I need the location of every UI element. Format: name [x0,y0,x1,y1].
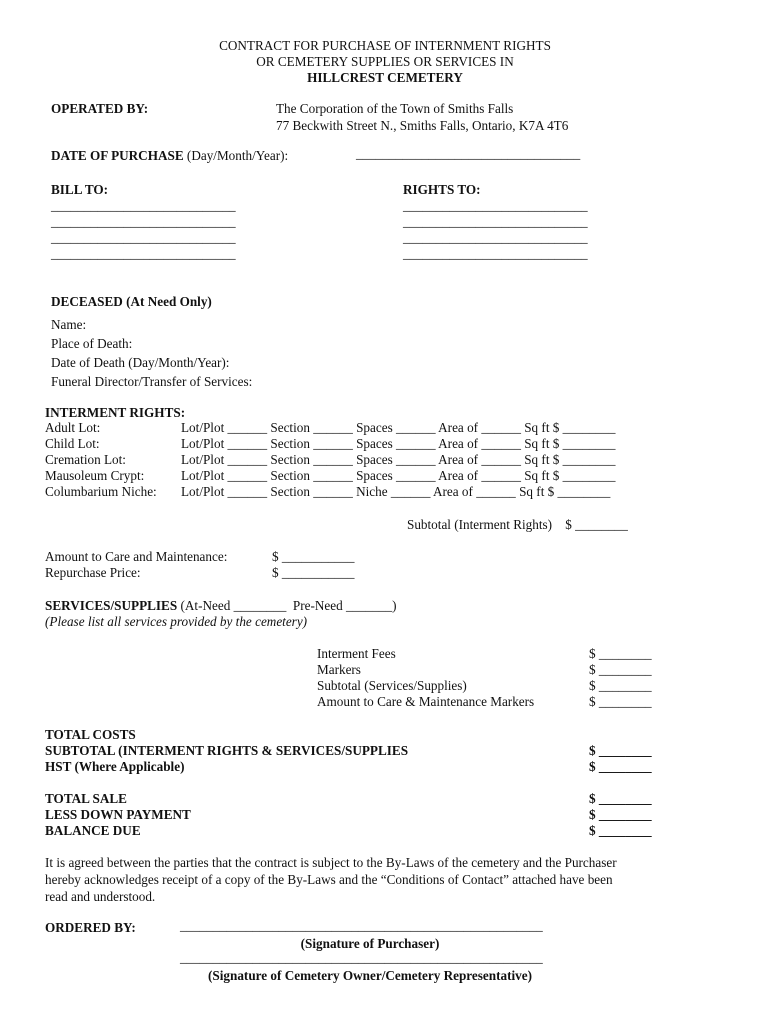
care-maintenance-value: $ ___________ [272,549,355,564]
service-item-value: $ ________ [589,646,652,661]
deceased-heading: DECEASED (At Need Only) [51,294,212,309]
service-item-label: Interment Fees [317,646,396,661]
date-of-purchase-label: DATE OF PURCHASE [51,148,184,163]
bill-to-line: ____________________________ [51,246,236,261]
total-row-value: $ ________ [589,823,652,838]
owner-signature-line: _______________________________________________________ [180,950,543,965]
rights-to-line: ____________________________ [403,198,588,213]
purchaser-signature-line: _______________________________________________________ [180,918,543,933]
total-row-label: HST (Where Applicable) [45,759,185,774]
rights-to-line: ____________________________ [403,246,588,261]
repurchase-label: Repurchase Price: [45,565,141,580]
services-note: (Please list all services provided by the cemetery) [45,614,308,629]
operator-address: 77 Beckwith Street N., Smiths Falls, Ontario, K7A 4T6 [276,118,569,133]
agreement-line: hereby acknowledges receipt of a copy of the By-Laws and the “Conditions of Contact” attached have been [45,872,613,887]
interment-row-label: Cremation Lot: [45,452,126,467]
total-row-label: LESS DOWN PAYMENT [45,807,191,822]
bill-to-label: BILL TO: [51,182,109,197]
title-line-1: CONTRACT FOR PURCHASE OF INTERNMENT RIGHTS [219,38,551,53]
services-heading [45,598,397,614]
rights-to-label: RIGHTS TO: [403,182,481,197]
bill-to-line: ____________________________ [51,230,236,245]
repurchase-value: $ ___________ [272,565,355,580]
date-of-purchase-blank: __________________________________ [356,146,581,161]
total-costs-heading: TOTAL COSTS [45,727,136,742]
interment-row-fields: Lot/Plot ______ Section ______ Spaces ______ Area of ______ Sq ft $ ________ [181,436,616,451]
interment-row-label: Child Lot: [45,436,100,451]
interment-row-label: Columbarium Niche: [45,484,157,499]
service-item-label: Subtotal (Services/Supplies) [317,678,467,693]
total-row-value: $ ________ [589,743,652,758]
care-maintenance-label: Amount to Care and Maintenance: [45,549,228,564]
deceased-place-field: Place of Death: [51,336,133,351]
interment-row-fields: Lot/Plot ______ Section ______ Spaces ______ Area of ______ Sq ft $ ________ [181,468,616,483]
total-row-label: SUBTOTAL (INTERMENT RIGHTS & SERVICES/SUPPLIES [45,743,409,758]
services-heading-label: SERVICES/SUPPLIES [45,598,178,613]
interment-row-fields: Lot/Plot ______ Section ______ Spaces ______ Area of ______ Sq ft $ ________ [181,452,616,467]
service-item-value: $ ________ [589,678,652,693]
date-of-purchase [51,148,288,164]
interment-row-fields: Lot/Plot ______ Section ______ Spaces ______ Area of ______ Sq ft $ ________ [181,420,616,435]
total-row-label: BALANCE DUE [45,823,141,838]
agreement-line: It is agreed between the parties that the contract is subject to the By-Laws of the cemetery and the Purchaser [45,855,617,870]
total-row-value: $ ________ [589,807,652,822]
date-format-hint: (Day/Month/Year): [183,148,289,163]
rights-to-line: ____________________________ [403,230,588,245]
service-item-value: $ ________ [589,662,652,677]
bill-to-line: ____________________________ [51,198,236,213]
interment-row-label: Mausoleum Crypt: [45,468,145,483]
operated-by-label: OPERATED BY: [51,101,149,116]
title-line-3: HILLCREST CEMETERY [307,70,463,85]
purchaser-signature-caption: (Signature of Purchaser) [300,936,440,951]
service-item-value: $ ________ [589,694,652,709]
services-need-type: (At-Need ________ Pre-Need _______) [177,598,397,613]
rights-to-line: ____________________________ [403,214,588,229]
interment-subtotal: Subtotal (Interment Rights) $ ________ [407,517,628,532]
total-row-label: TOTAL SALE [45,791,127,806]
agreement-line: read and understood. [45,889,156,904]
total-row-value: $ ________ [589,791,652,806]
interment-heading: INTERMENT RIGHTS: [45,405,186,420]
interment-row-label: Adult Lot: [45,420,101,435]
service-item-label: Amount to Care & Maintenance Markers [317,694,535,709]
service-item-label: Markers [317,662,361,677]
operator-name: The Corporation of the Town of Smiths Falls [276,101,514,116]
interment-row-fields: Lot/Plot ______ Section ______ Niche ______ Area of ______ Sq ft $ ________ [181,484,611,499]
deceased-date-field: Date of Death (Day/Month/Year): [51,355,230,370]
total-row-value: $ ________ [589,759,652,774]
deceased-name-field: Name: [51,317,87,332]
owner-signature-caption: (Signature of Cemetery Owner/Cemetery Representative) [208,968,532,983]
title-line-2: OR CEMETERY SUPPLIES OR SERVICES IN [256,54,514,69]
funeral-director-field: Funeral Director/Transfer of Services: [51,374,253,389]
ordered-by-label: ORDERED BY: [45,920,136,935]
bill-to-line: ____________________________ [51,214,236,229]
